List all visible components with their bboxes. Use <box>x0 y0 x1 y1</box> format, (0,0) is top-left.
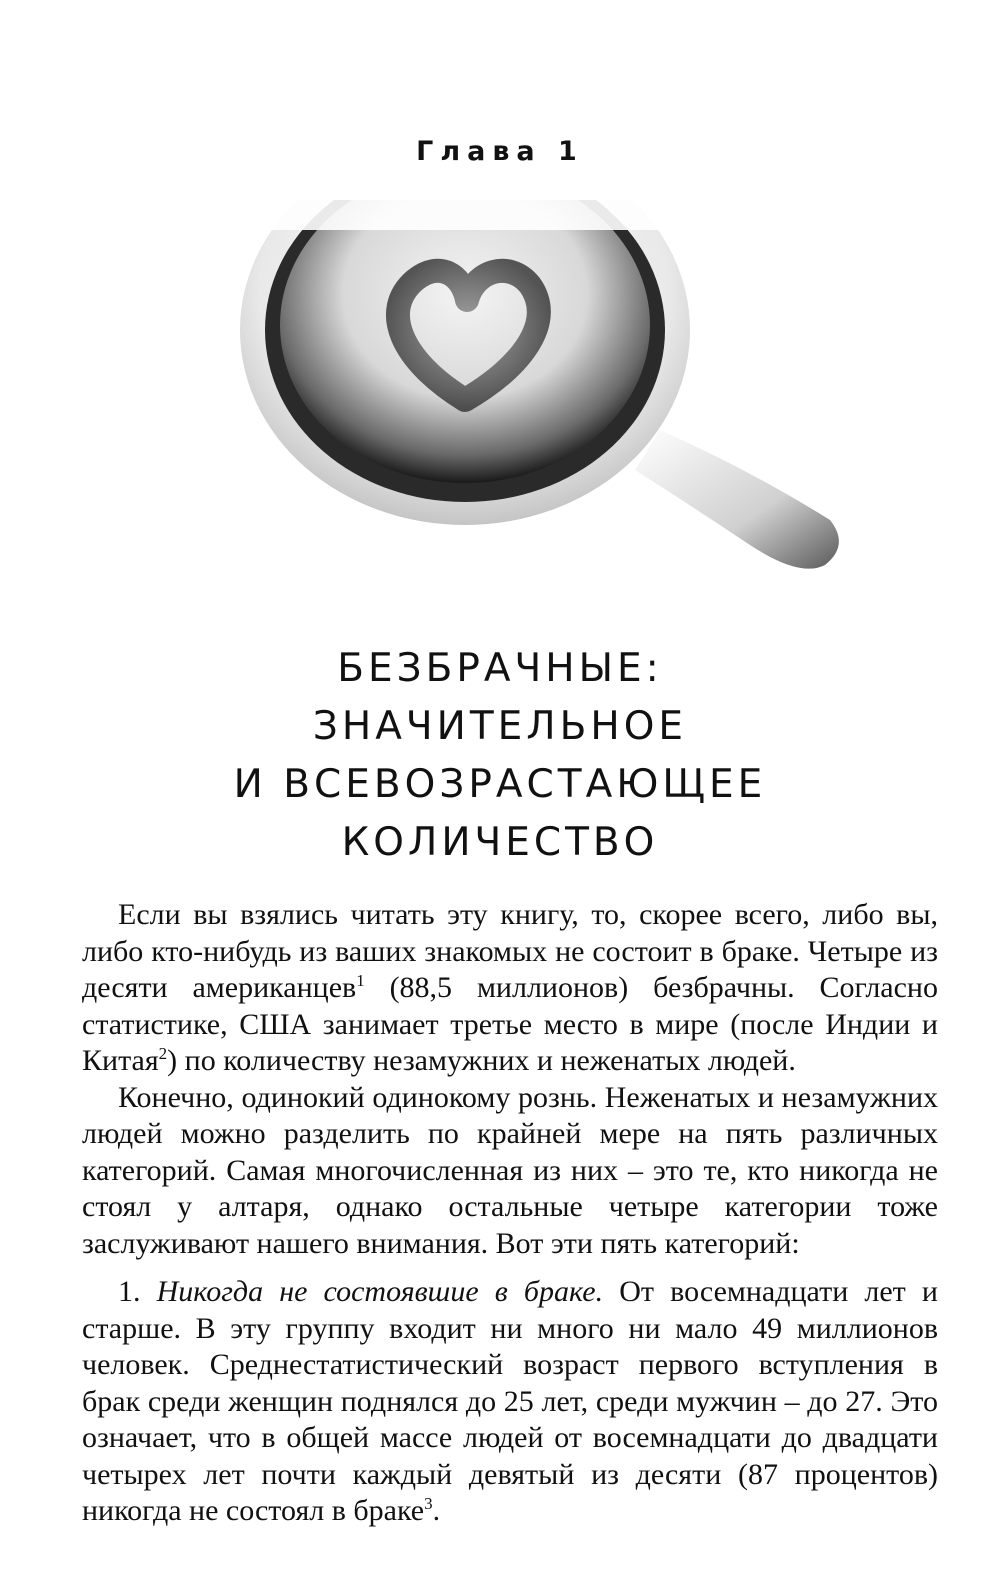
title-line: ЗНАЧИТЕЛЬНОЕ <box>312 704 688 749</box>
footnote-ref: 2 <box>158 1044 168 1063</box>
paragraph-category-1 <box>82 1274 938 1530</box>
paragraph-intro <box>82 897 938 1080</box>
chapter-label: Глава 1 <box>416 136 584 167</box>
paragraph-text: ) по количеству незамужних и неженатых людей. <box>167 1044 796 1077</box>
paragraph-text: . <box>432 1494 441 1527</box>
title-line: И ВСЕВОЗРАСТАЮЩЕЕ <box>233 762 767 807</box>
body-text <box>82 897 938 1530</box>
paragraph-text: Если вы взялись читать эту книгу, то, скорее всего, либо вы, либо кто-нибудь из ваших знакомых не состоит в браке. Четыре из десяти американцев <box>82 898 938 1004</box>
footnote-ref: 3 <box>424 1494 433 1513</box>
chapter-title <box>0 640 1000 872</box>
paragraph-text: От восемнадцати лет и старше. В эту группу входит ни много ни мало 49 миллионов человек. Среднестатистический возраст первого вступления в брак среди женщин поднялся до 25 лет, среди мужчин – до 27. Это означает, что в общей массе людей от восемнадцати до двадцати четырех лет почти каждый девятый из десяти (87 процентов) никогда не состоял в браке <box>82 1275 938 1527</box>
footnote-ref: 1 <box>356 971 365 990</box>
title-line: КОЛИЧЕСТВО <box>341 820 659 865</box>
coffee-cup-heart-latte-icon <box>230 200 860 580</box>
list-number: 1. <box>118 1275 157 1308</box>
category-term: Никогда не состоявшие в браке. <box>156 1275 604 1308</box>
paragraph-text: (88,5 миллионов) безбрачны. Согласно статистике, США занимает третье место в мире (после Индии и Китая <box>82 971 938 1077</box>
title-line: БЕЗБРАЧНЫЕ: <box>337 646 663 691</box>
paragraph-categories: Конечно, одинокий одинокому рознь. Неженатых и незамужних людей можно разделить по крайней мере на пять различных категорий. Самая многочисленная из них – это те, кто никогда не стоял у алтаря, однако остальные четыре категории тоже заслуживают нашего внимания. Вот эти пять категорий: <box>82 1080 938 1260</box>
